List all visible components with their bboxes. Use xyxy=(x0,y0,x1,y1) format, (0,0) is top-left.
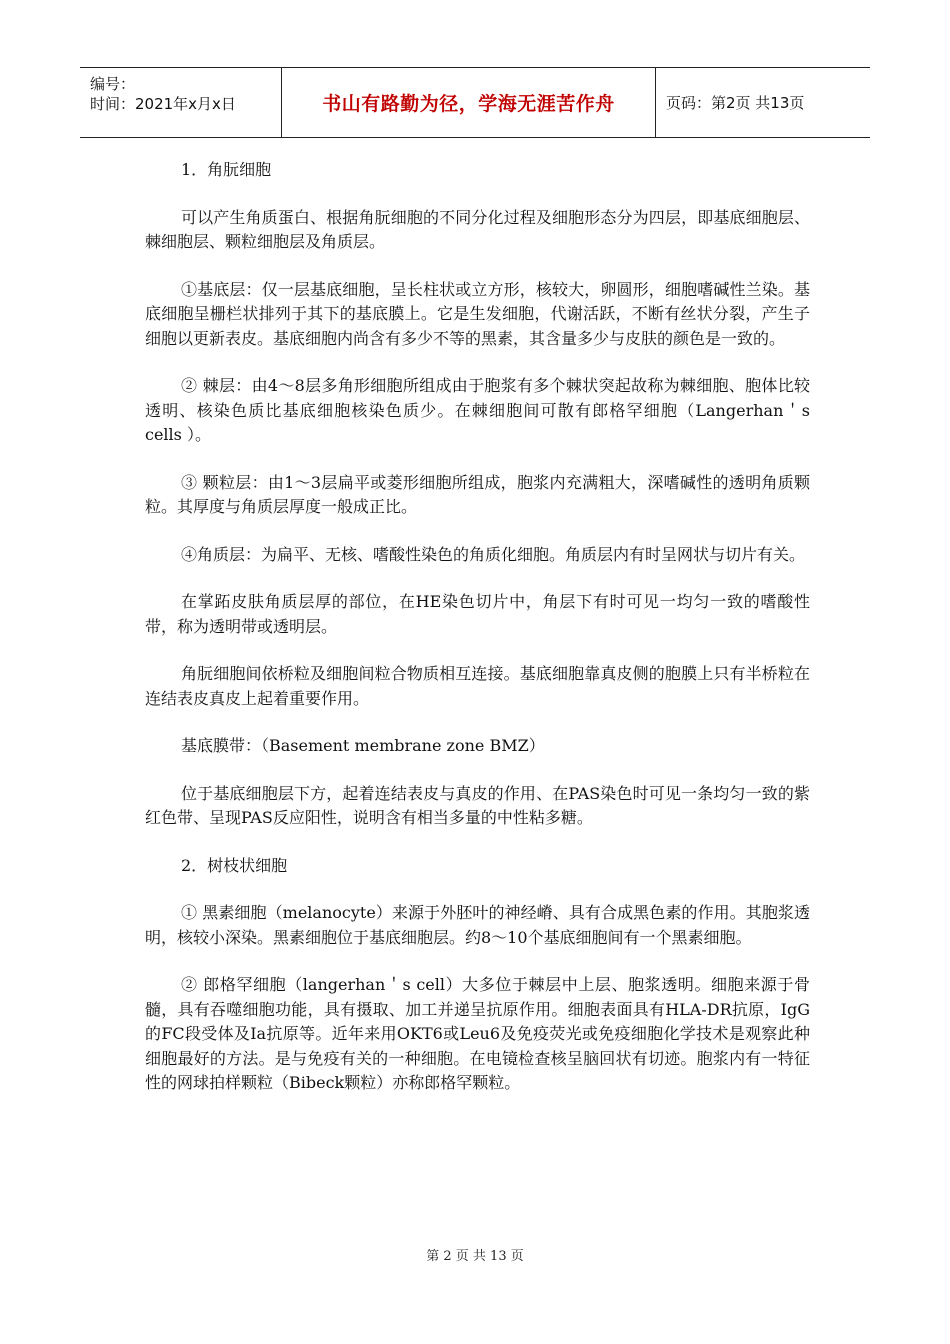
paragraph: 角朊细胞间依桥粒及细胞间粒合物质相互连接。基底细胞靠真皮侧的胞膜上只有半桥粒在连结表皮真皮上起着重要作用。 xyxy=(145,664,810,708)
paragraph: ② 棘层：由4～8层多角形细胞所组成由于胞浆有多个棘状突起故称为棘细胞、胞体比较透明、核染色质比基底细胞核染色质少。在棘细胞间可散有郎格罕细胞（Langerhan＇s cells ）。 xyxy=(145,376,810,444)
time-label: 时间：2021年x月x日 xyxy=(90,95,236,113)
paragraph: ① 黑素细胞（melanocyte）来源于外胚叶的神经嵴、具有合成黑色素的作用。其胞浆透明，核较小深染。黑素细胞位于基底细胞层。约8～10个基底细胞间有一个黑素细胞。 xyxy=(145,903,810,947)
paragraph: ② 郎格罕细胞（langerhan＇s cell）大多位于棘层中上层、胞浆透明。细胞来源于骨髓，具有吞噬细胞功能，具有摄取、加工并递呈抗原作用。细胞表面具有HLA-DR抗原，IgG的FC段受体及Ia抗原等。近年来用OKT6或Leu6及免疫荧光或免疫细胞化学技术是观察此种细胞最好的方法。是与免疫有关的一种细胞。在电镜检查核呈脑回状有切迹。胞浆内有一特征性的网球拍样颗粒（Bibeck颗粒）亦称郎格罕颗粒。 xyxy=(145,975,810,1092)
document-header xyxy=(80,67,870,138)
paragraph: ③ 颗粒层：由1～3层扁平或菱形细胞所组成，胞浆内充满粗大，深嗜碱性的透明角质颗粒。其厚度与角质层厚度一般成正比。 xyxy=(145,472,810,516)
header-motto: 书山有路勤为径，学海无涯苦作舟 xyxy=(282,68,656,137)
paragraph: 在掌跖皮肤角质层厚的部位，在HE染色切片中，角层下有时可见一均匀一致的嗜酸性带，称为透明带或透明层。 xyxy=(145,592,810,636)
paragraph: ④角质层：为扁平、无核、嗜酸性染色的角质化细胞。角质层内有时呈网状与切片有关。 xyxy=(181,544,806,564)
number-label: 编号： xyxy=(90,75,136,93)
paragraph: 位于基底细胞层下方，起着连结表皮与真皮的作用、在PAS染色时可见一条均匀一致的紫红色带、呈现PAS反应阳性，说明含有相当多量的中性粘多糖。 xyxy=(145,783,810,827)
document-body xyxy=(145,158,810,1119)
header-page-info: 页码：第2页 共13页 xyxy=(666,94,805,112)
header-meta-cell xyxy=(80,68,282,137)
paragraph: 基底膜带：（Basement membrane zone BMZ） xyxy=(181,736,545,755)
page-footer: 第 2 页 共 13 页 xyxy=(426,1249,524,1264)
section-heading-keratinocyte: 1．角朊细胞 xyxy=(181,160,272,179)
paragraph: 可以产生角质蛋白、根据角朊细胞的不同分化过程及细胞形态分为四层，即基底细胞层、棘细胞层、颗粒细胞层及角质层。 xyxy=(145,207,810,251)
section-heading-dendritic-cell: 2．树枝状细胞 xyxy=(181,855,288,875)
paragraph: ①基底层：仅一层基底细胞，呈长柱状或立方形，核较大，卵圆形，细胞嗜碱性兰染。基底细胞呈栅栏状排列于其下的基底膜上。它是生发细胞，代谢活跃，不断有丝状分裂，产生子细胞以更新表皮。基底细胞内尚含有多少不等的黑素，其含量多少与皮肤的颜色是一致的。 xyxy=(145,279,810,348)
